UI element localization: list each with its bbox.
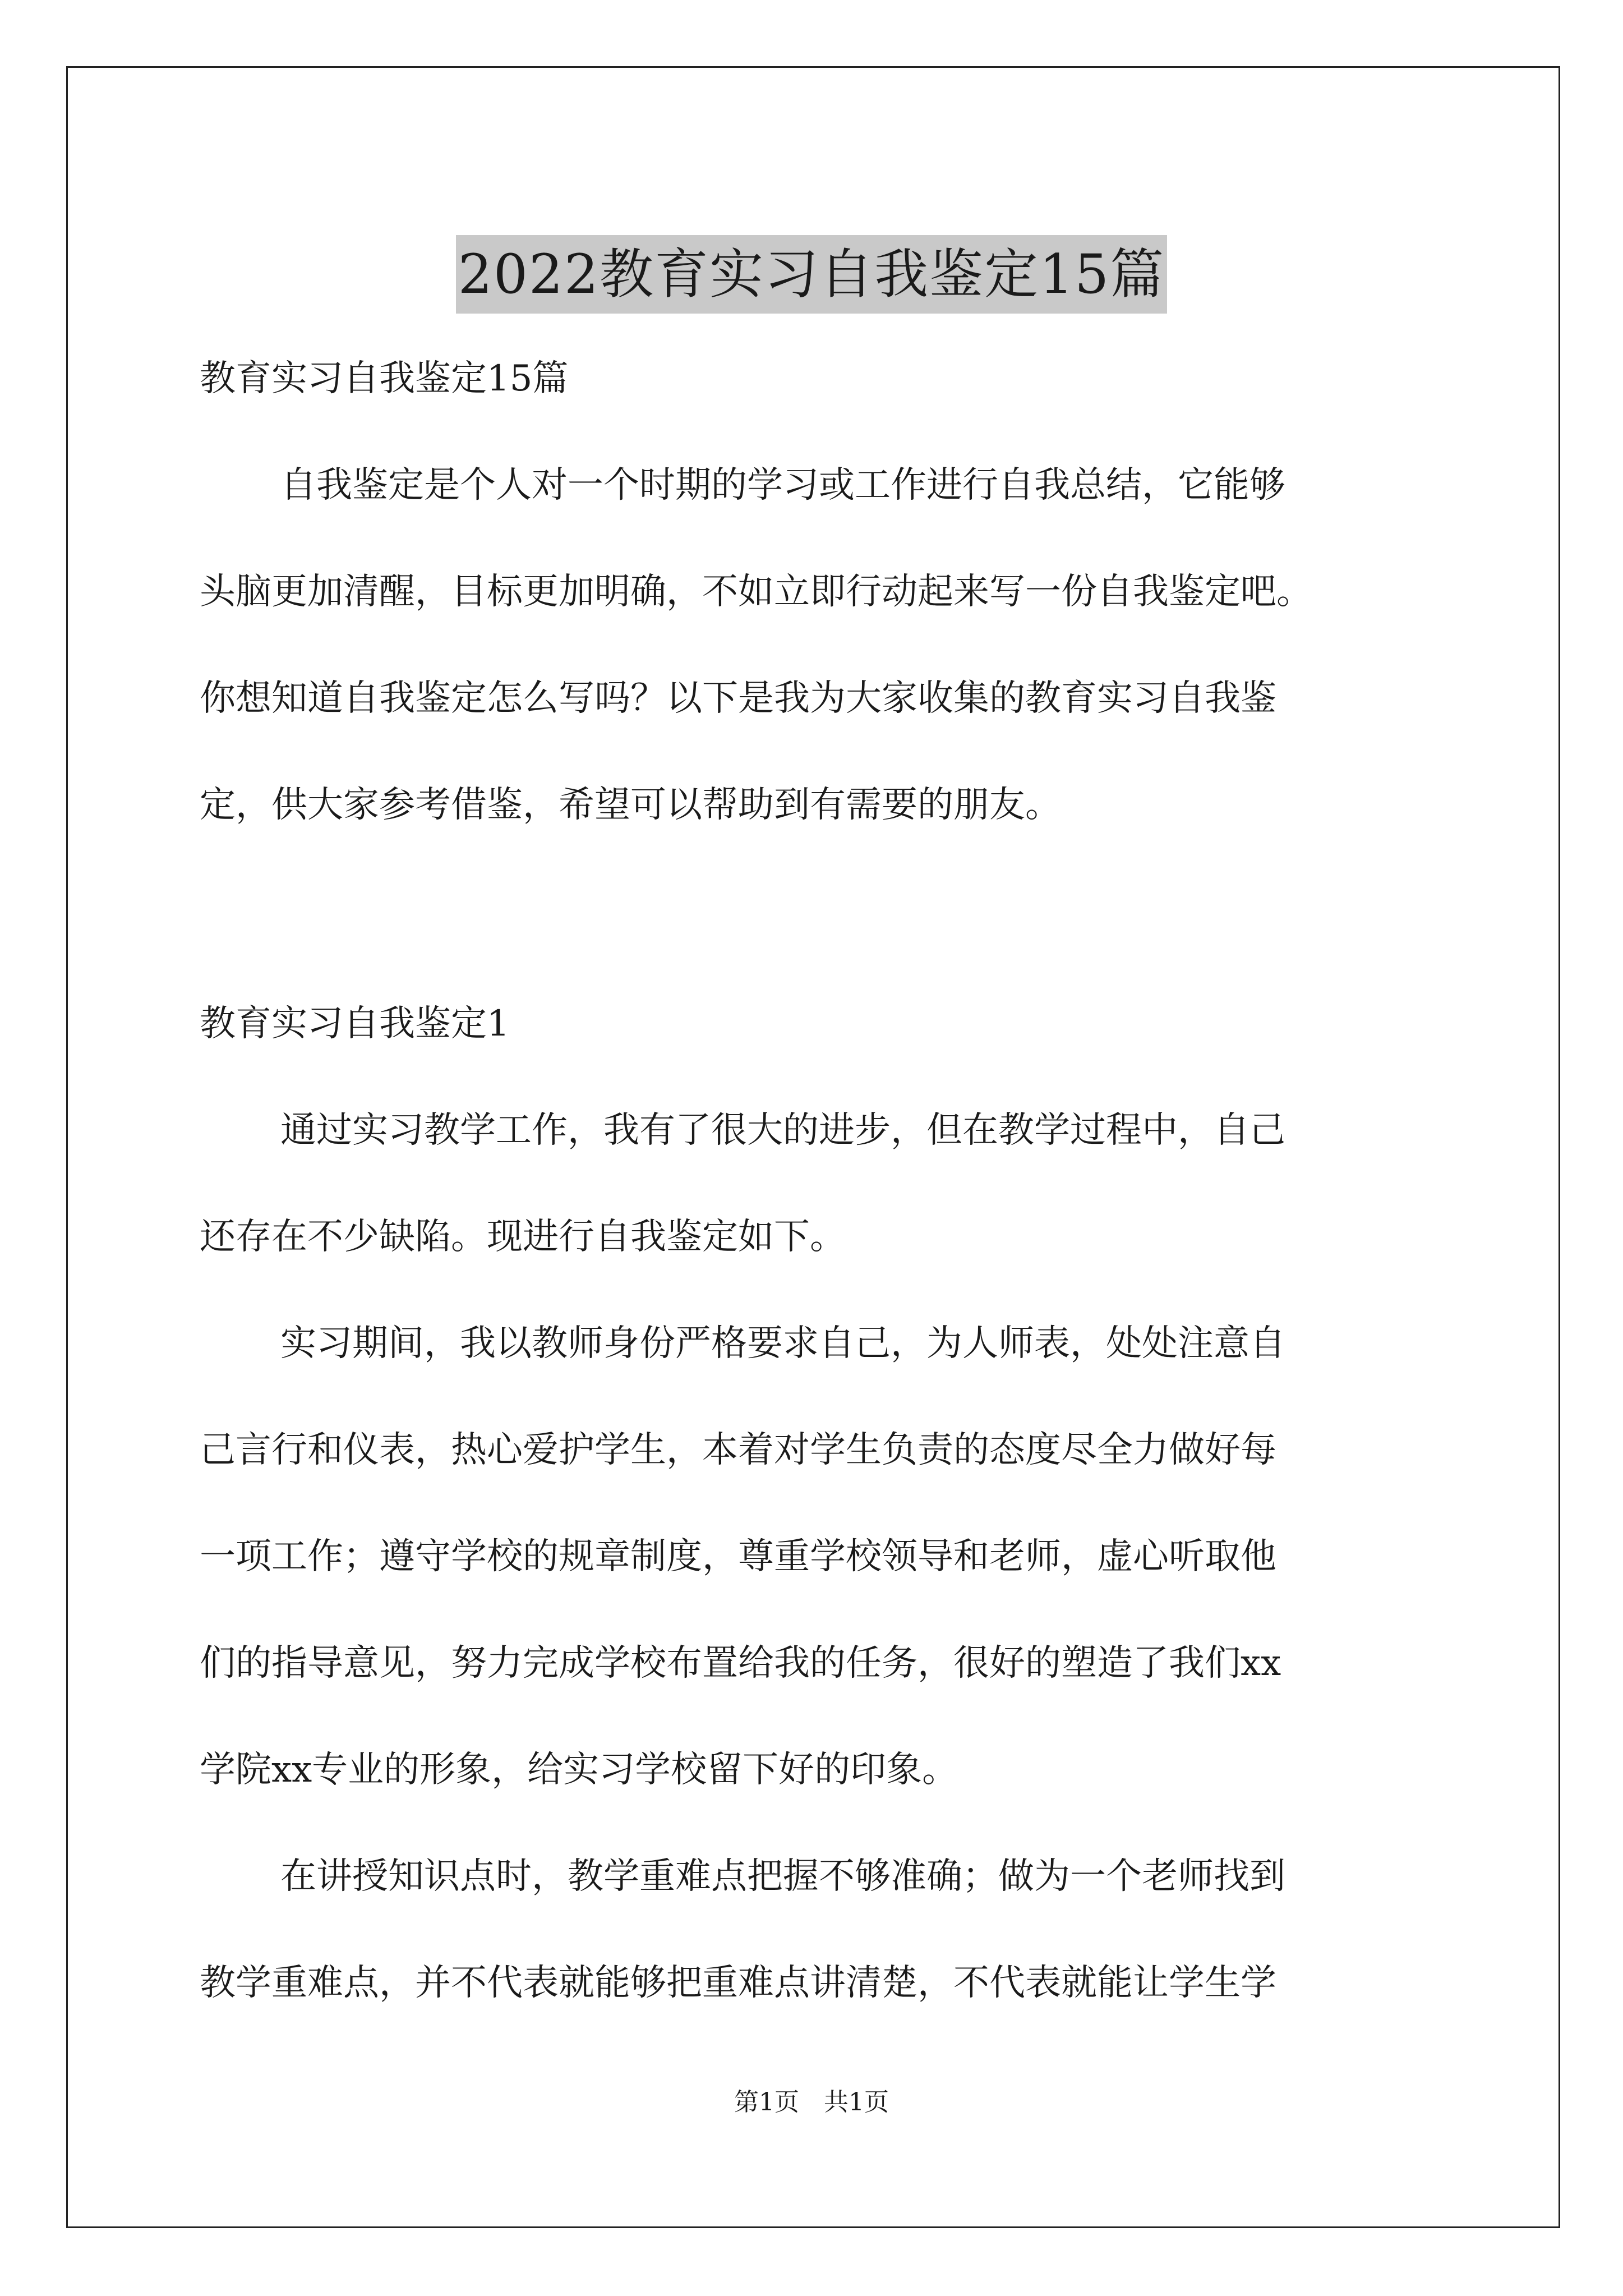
paragraph-line: 通过实习教学工作，我有了很大的进步，但在教学过程中，自己 [280,1110,1285,1151]
paragraph-line: 定，供大家参考借鉴，希望可以帮助到有需要的朋友。 [200,784,1061,826]
paragraph-line: 还存在不少缺陷。现进行自我鉴定如下。 [200,1216,846,1258]
paragraph-line: 己言行和仪表，热心爱护学生，本着对学生负责的态度尽全力做好每 [200,1429,1276,1471]
paragraph-line: 你想知道自我鉴定怎么写吗？以下是我为大家收集的教育实习自我鉴 [200,678,1276,719]
paragraph-line: 学院xx专业的形象，给实习学校留下好的印象。 [200,1749,958,1791]
page-footer: 第1页 共1页 [734,2088,889,2116]
paragraph-line: 一项工作；遵守学校的规章制度，尊重学校领导和老师，虚心听取他 [200,1536,1276,1577]
paragraph-line: 头脑更加清醒，目标更加明确，不如立即行动起来写一份自我鉴定吧。 [200,571,1312,613]
subtitle-line: 教育实习自我鉴定15篇 [200,358,569,399]
document-title: 2022教育实习自我鉴定15篇 [456,235,1167,314]
paragraph-line: 们的指导意见，努力完成学校布置给我的任务，很好的塑造了我们xx [200,1642,1281,1684]
title-wrap [0,199,1623,350]
paragraph-line: 在讲授知识点时，教学重难点把握不够准确；做为一个老师找到 [280,1856,1285,1897]
section-heading: 教育实习自我鉴定1 [200,1003,510,1045]
paragraph-line: 自我鉴定是个人对一个时期的学习或工作进行自我总结，它能够 [280,464,1285,506]
paragraph-line: 实习期间，我以教师身份严格要求自己，为人师表，处处注意自 [280,1323,1285,1364]
paragraph-line: 教学重难点，并不代表就能够把重难点讲清楚，不代表就能让学生学 [200,1962,1276,2004]
